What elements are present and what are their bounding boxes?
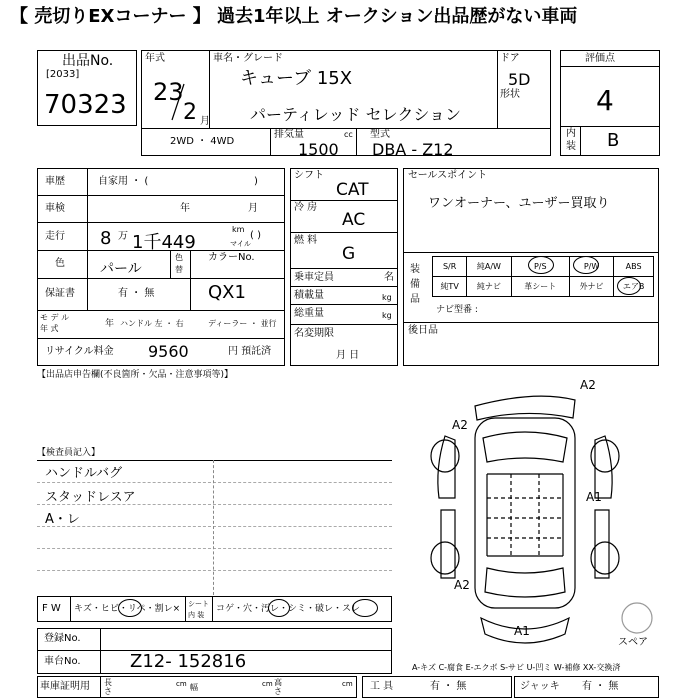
name-change-unit: 月 日	[336, 350, 360, 361]
month-unit: 月	[200, 116, 210, 127]
year-label: 年式	[145, 53, 165, 64]
warranty-label: 保証書	[45, 288, 75, 299]
inspection-label: 車検	[45, 203, 65, 214]
fw-items: キズ・ヒビ・リペ・割レ×	[74, 604, 181, 614]
color-change-label-1: 色	[175, 253, 183, 262]
color-no-value: QX1	[208, 282, 246, 303]
equip-alloy-wheel: 純A/W	[467, 257, 511, 277]
inspection-month: 月	[248, 203, 258, 214]
score-label: 評価点	[585, 53, 615, 64]
score-value: 4	[596, 84, 614, 117]
circle-pw	[573, 256, 599, 274]
lot-number-label: 出品No.	[62, 53, 114, 69]
details-table	[37, 168, 285, 366]
equip-navi: 純ナビ	[467, 277, 511, 297]
cert-height-unit: cm	[342, 680, 353, 688]
ac-value: AC	[342, 210, 366, 230]
doors-label: ドア	[500, 53, 520, 64]
capacity-label: 乗車定員	[294, 272, 334, 283]
model-year-label-2: 年 式	[40, 324, 59, 333]
jack-options: 有 ・ 無	[582, 681, 619, 692]
color-label: 色	[55, 258, 65, 269]
model-year-year: 年	[105, 319, 115, 329]
doors-value: 5D	[508, 70, 531, 89]
inspection-year: 年	[180, 203, 190, 214]
chassis-value: Z12- 152816	[130, 651, 247, 672]
damage-mark-2: A2	[452, 418, 468, 432]
history-options: 自家用 ・ (	[98, 176, 149, 187]
color-no-label: カラーNo.	[208, 252, 255, 263]
warranty-options: 有 ・ 無	[118, 288, 155, 299]
fw-label: F W	[42, 603, 61, 614]
notes-header: 【出品店申告欄(不良箇所・欠品・注意事項等)】	[37, 370, 234, 380]
inspector-note-1: ハンドルバグ	[45, 466, 123, 481]
circle-seat-yogore	[268, 599, 290, 617]
circle-seat-sure	[352, 599, 378, 617]
seat-label-1: シート	[188, 600, 209, 608]
damage-legend: A-キズ C-腐食 E-エクボ S-サビ U-凹ミ W-補修 XX-交換済	[412, 663, 621, 672]
sales-point-label: セールスポイント	[408, 170, 488, 181]
recycle-unit: 円 預託済	[228, 346, 272, 357]
load-label: 積載量	[294, 290, 324, 301]
name-change-label: 名変期限	[294, 328, 334, 339]
cert-length-unit: cm	[176, 680, 187, 688]
model-label: 車名・グレード	[213, 53, 283, 64]
seat-label-2: 内 装	[188, 611, 205, 619]
fuel-value: G	[342, 244, 356, 264]
cert-height: 高さ	[274, 678, 282, 696]
tools-options: 有 ・ 無	[430, 681, 467, 692]
tools-label: 工 具	[370, 681, 394, 692]
shift-label: シフト	[294, 170, 324, 181]
mileage-mile-unit: マイル	[230, 240, 251, 248]
model-grade: パーティレッド セレクション	[250, 105, 462, 124]
dealer-options: ディーラー ・ 並行	[208, 319, 277, 328]
lot-number-value: 70323	[44, 90, 127, 120]
equip-abs: ABS	[614, 257, 654, 277]
recycle-value: 9560	[148, 342, 189, 361]
damage-mark-3: A1	[586, 490, 602, 504]
inspector-note-3: A・レ	[45, 512, 80, 527]
type-code-label: 型式	[370, 129, 390, 140]
displacement-label: 排気量	[274, 129, 304, 140]
sheet-title: 【 売切りEXコーナー 】 過去1年以上 オークション出品歴がない車両	[10, 6, 578, 27]
month-value: 2	[183, 100, 197, 125]
mileage-rest-value: 1千449	[132, 232, 196, 253]
circle-ps	[528, 256, 554, 274]
displacement-unit: cc	[344, 130, 353, 139]
interior-value: B	[607, 130, 620, 151]
inspector-header: 【検査員記入】	[37, 448, 101, 458]
equip-sr: S/R	[433, 257, 467, 277]
cert-width: 幅	[190, 683, 198, 692]
color-value: パール	[100, 261, 142, 277]
lot-sub-number: [2033]	[46, 69, 80, 80]
equip-tv: 純TV	[433, 277, 467, 297]
interior-label-2: 装	[566, 141, 576, 152]
handle-options: ハンドル 左 ・ 右	[120, 319, 184, 328]
drive-type: 2WD ・ 4WD	[170, 136, 235, 147]
load-unit: kg	[382, 293, 392, 302]
inspector-note-2: スタッドレスア	[45, 490, 136, 505]
type-code-value: DBA - Z12	[372, 140, 454, 159]
damage-mark-5: A1	[514, 624, 530, 638]
model-year-label-1: モ デ ル	[40, 313, 70, 322]
mileage-man-value: 8	[100, 228, 112, 249]
garage-cert-label: 車庫証明用	[40, 681, 90, 692]
damage-mark-4: A2	[454, 578, 470, 592]
history-close: )	[254, 176, 258, 187]
equip-power-window: P/W	[569, 257, 613, 277]
mileage-label: 走行	[45, 231, 65, 242]
circle-airbag	[617, 277, 641, 295]
color-change-label-2: 替	[175, 265, 183, 274]
equip-leather: 革シート	[511, 277, 569, 297]
equip-power-steering: P/S	[511, 257, 569, 277]
weight-unit: kg	[382, 311, 392, 320]
equipment-label: 装 備 品	[410, 264, 420, 305]
shift-value: CAT	[336, 180, 369, 200]
mileage-km-unit: km	[232, 225, 245, 234]
ac-label: 冷 房	[294, 202, 318, 213]
registration-label: 登録No.	[44, 633, 81, 644]
chassis-label: 車台No.	[44, 656, 81, 667]
year-slash	[168, 82, 188, 122]
capacity-unit: 名	[384, 272, 394, 283]
jack-label: ジャッキ	[520, 681, 560, 692]
equip-ext-navi: 外ナビ	[569, 277, 613, 297]
fuel-label: 燃 料	[294, 235, 318, 246]
damage-mark-1: A2	[580, 378, 596, 392]
navi-model-label: ナビ型番 :	[436, 305, 478, 315]
year-value: 23	[153, 78, 184, 106]
spare-tire-label: スペア	[618, 637, 648, 648]
weight-label: 総重量	[294, 308, 324, 319]
shape-label: 形状	[500, 89, 520, 100]
seat-items: コゲ・穴・汚レ・シミ・破レ・スレ	[216, 604, 361, 614]
history-label: 車歴	[45, 176, 65, 187]
circle-fw-hibi	[118, 599, 142, 617]
interior-label-1: 内	[566, 128, 576, 139]
cert-width-unit: cm	[262, 680, 273, 688]
recycle-label: リサイクル料金	[45, 346, 114, 357]
sales-point-value: ワンオーナー、ユーザー買取り	[428, 196, 610, 211]
rear-seat-label: 後日品	[408, 325, 438, 336]
cert-length: 長さ	[104, 678, 112, 696]
mileage-man-unit: 万	[118, 231, 128, 242]
model-name: キューブ 15X	[240, 68, 353, 89]
equip-airbag: エアB	[614, 277, 654, 297]
displacement-value: 1500	[298, 140, 339, 159]
mileage-paren: ( )	[250, 230, 261, 241]
